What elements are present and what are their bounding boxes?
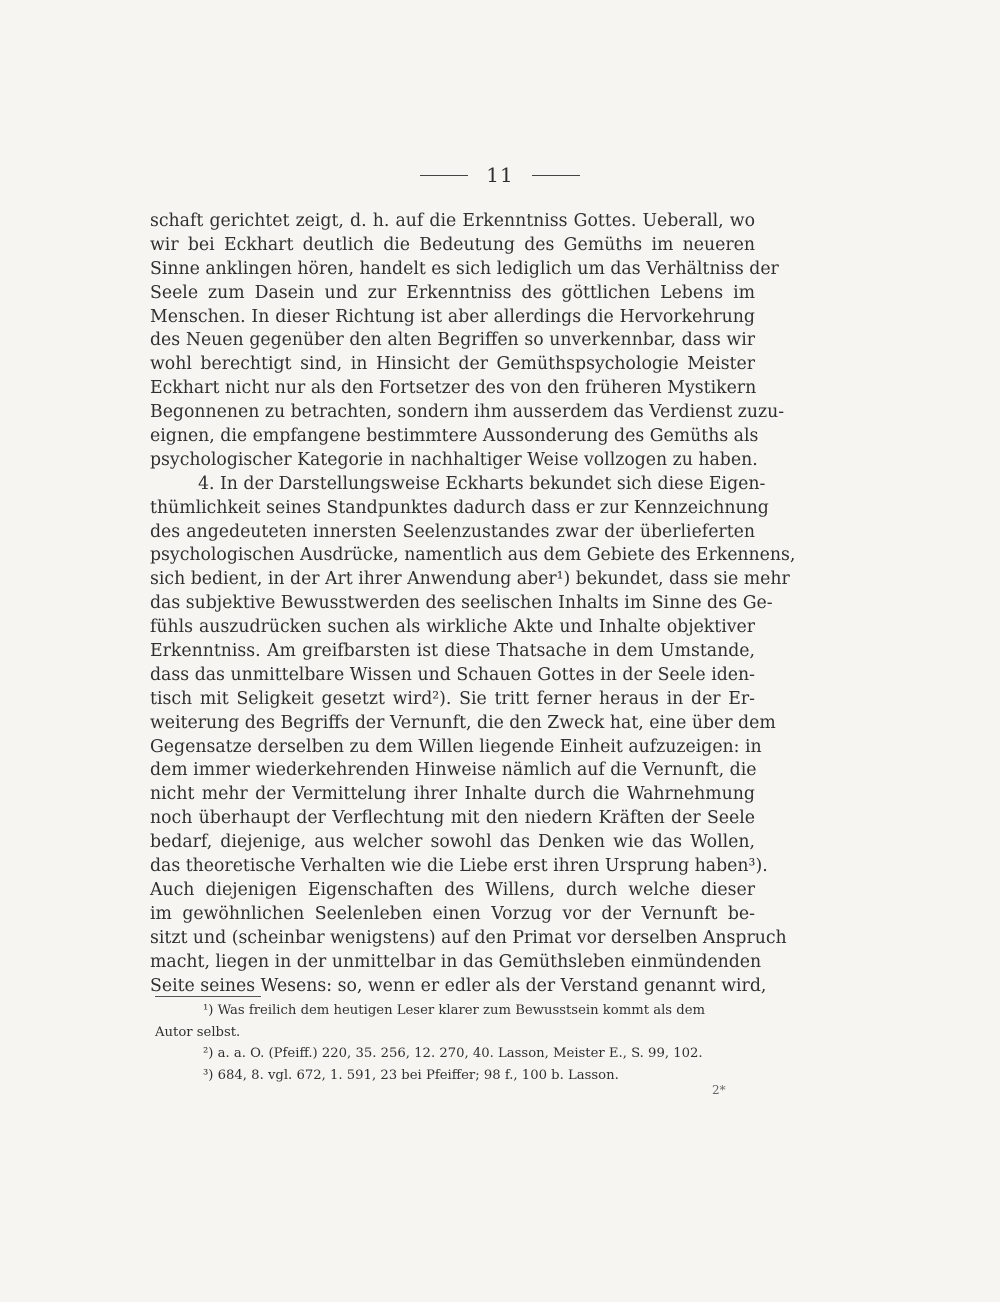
footnotes	[155, 1000, 755, 1086]
text-line: dem immer wiederkehrenden Hinweise nämlich auf die Vernunft, die	[150, 760, 757, 781]
text-line: Eckhart nicht nur als den Fortsetzer des von den früheren Mystikern	[150, 378, 757, 399]
text-line: psychologischen Ausdrücke, namentlich aus dem Gebiete des Erkennens,	[150, 545, 796, 566]
text-line: macht, liegen in der unmittelbar in das Gemüthsleben einmündenden	[150, 951, 762, 972]
text-line: Seite seines Wesens: so, wenn er edler als der Verstand genannt wird,	[150, 975, 767, 996]
text-line: noch überhaupt der Verflechtung mit den niedern Kräften der Seele	[150, 808, 755, 829]
text-line: wir bei Eckhart deutlich die Bedeutung des Gemüths im neueren	[150, 234, 755, 255]
footnote-divider	[155, 996, 261, 997]
text-line: Seele zum Dasein und zur Erkenntniss des göttlichen Lebens im	[150, 282, 755, 303]
text-line: schaft gerichtet zeigt, d. h. auf die Erkenntniss Gottes. Ueberall, wo	[150, 211, 755, 231]
header-rule-left	[420, 175, 468, 176]
text-line: fühls auszudrücken suchen als wirkliche Akte und Inhalte objektiver	[150, 617, 755, 638]
text-line: dass das unmittelbare Wissen und Schauen Gottes in der Seele iden-	[150, 664, 755, 685]
text-line: Erkenntniss. Am greifbarsten ist diese Thatsache in dem Umstande,	[150, 641, 755, 662]
text-line: bedarf, diejenige, aus welcher sowohl das Denken wie das Wollen,	[150, 832, 755, 853]
page-header	[0, 163, 1000, 187]
text-line: 4. In der Darstellungsweise Eckharts bekundet sich diese Eigen-	[198, 473, 766, 494]
text-line: das subjektive Bewusstwerden des seelischen Inhalts im Sinne des Ge-	[150, 593, 773, 614]
text-line: psychologischer Kategorie in nachhaltiger Weise vollzogen zu haben.	[150, 449, 758, 470]
text-line: des Neuen gegenüber den alten Begriffen so unverkennbar, dass wir	[150, 330, 755, 351]
text-line: sitzt und (scheinbar wenigstens) auf den Primat vor derselben Anspruch	[150, 927, 787, 948]
text-line: eignen, die empfangene bestimmtere Aussonderung des Gemüths als	[150, 426, 759, 447]
footnote-line: ¹) Was freilich dem heutigen Leser klarer zum Bewusstsein kommt als dem	[203, 1003, 705, 1018]
footnote-line: ³) 684, 8. vgl. 672, 1. 591, 23 bei Pfeiffer; 98 f., 100 b. Lasson.	[203, 1067, 619, 1083]
body-text	[150, 210, 796, 998]
text-line: wohl berechtigt sind, in Hinsicht der Gemüthspsychologie Meister	[150, 354, 755, 375]
text-line: Menschen. In dieser Richtung ist aber allerdings die Hervorkehrung	[150, 306, 755, 327]
footnote-line: Autor selbst.	[155, 1024, 241, 1040]
signature-mark: 2*	[712, 1083, 726, 1097]
text-line: im gewöhnlichen Seelenleben einen Vorzug vor der Vernunft be-	[150, 903, 755, 924]
text-line: tisch mit Seligkeit gesetzt wird²). Sie tritt ferner heraus in der Er-	[150, 688, 755, 709]
text-line: Begonnenen zu betrachten, sondern ihm ausserdem das Verdienst zuzu-	[150, 402, 785, 423]
text-line: Gegensatze derselben zu dem Willen liegende Einheit aufzuzeigen: in	[150, 736, 762, 757]
text-line: Sinne anklingen hören, handelt es sich lediglich um das Verhältniss der	[150, 258, 779, 279]
header-rule-right	[532, 175, 580, 176]
text-line: das theoretische Verhalten wie die Liebe erst ihren Ursprung haben³).	[150, 856, 768, 877]
text-line: Auch diejenigen Eigenschaften des Willens, durch welche dieser	[150, 879, 755, 900]
text-line: sich bedient, in der Art ihrer Anwendung aber¹) bekundet, dass sie mehr	[150, 569, 790, 590]
text-line: thümlichkeit seines Standpunktes dadurch dass er zur Kennzeichnung	[150, 497, 769, 518]
page-number: 11	[486, 163, 514, 187]
text-line: weiterung des Begriffs der Vernunft, die den Zweck hat, eine über dem	[150, 712, 776, 733]
text-line: des angedeuteten innersten Seelenzustandes zwar der überlieferten	[150, 521, 755, 542]
footnote-line: ²) a. a. O. (Pfeiff.) 220, 35. 256, 12. 270, 40. Lasson, Meister E., S. 99, 102.	[203, 1046, 703, 1061]
text-line: nicht mehr der Vermittelung ihrer Inhalte durch die Wahrnehmung	[150, 784, 755, 805]
